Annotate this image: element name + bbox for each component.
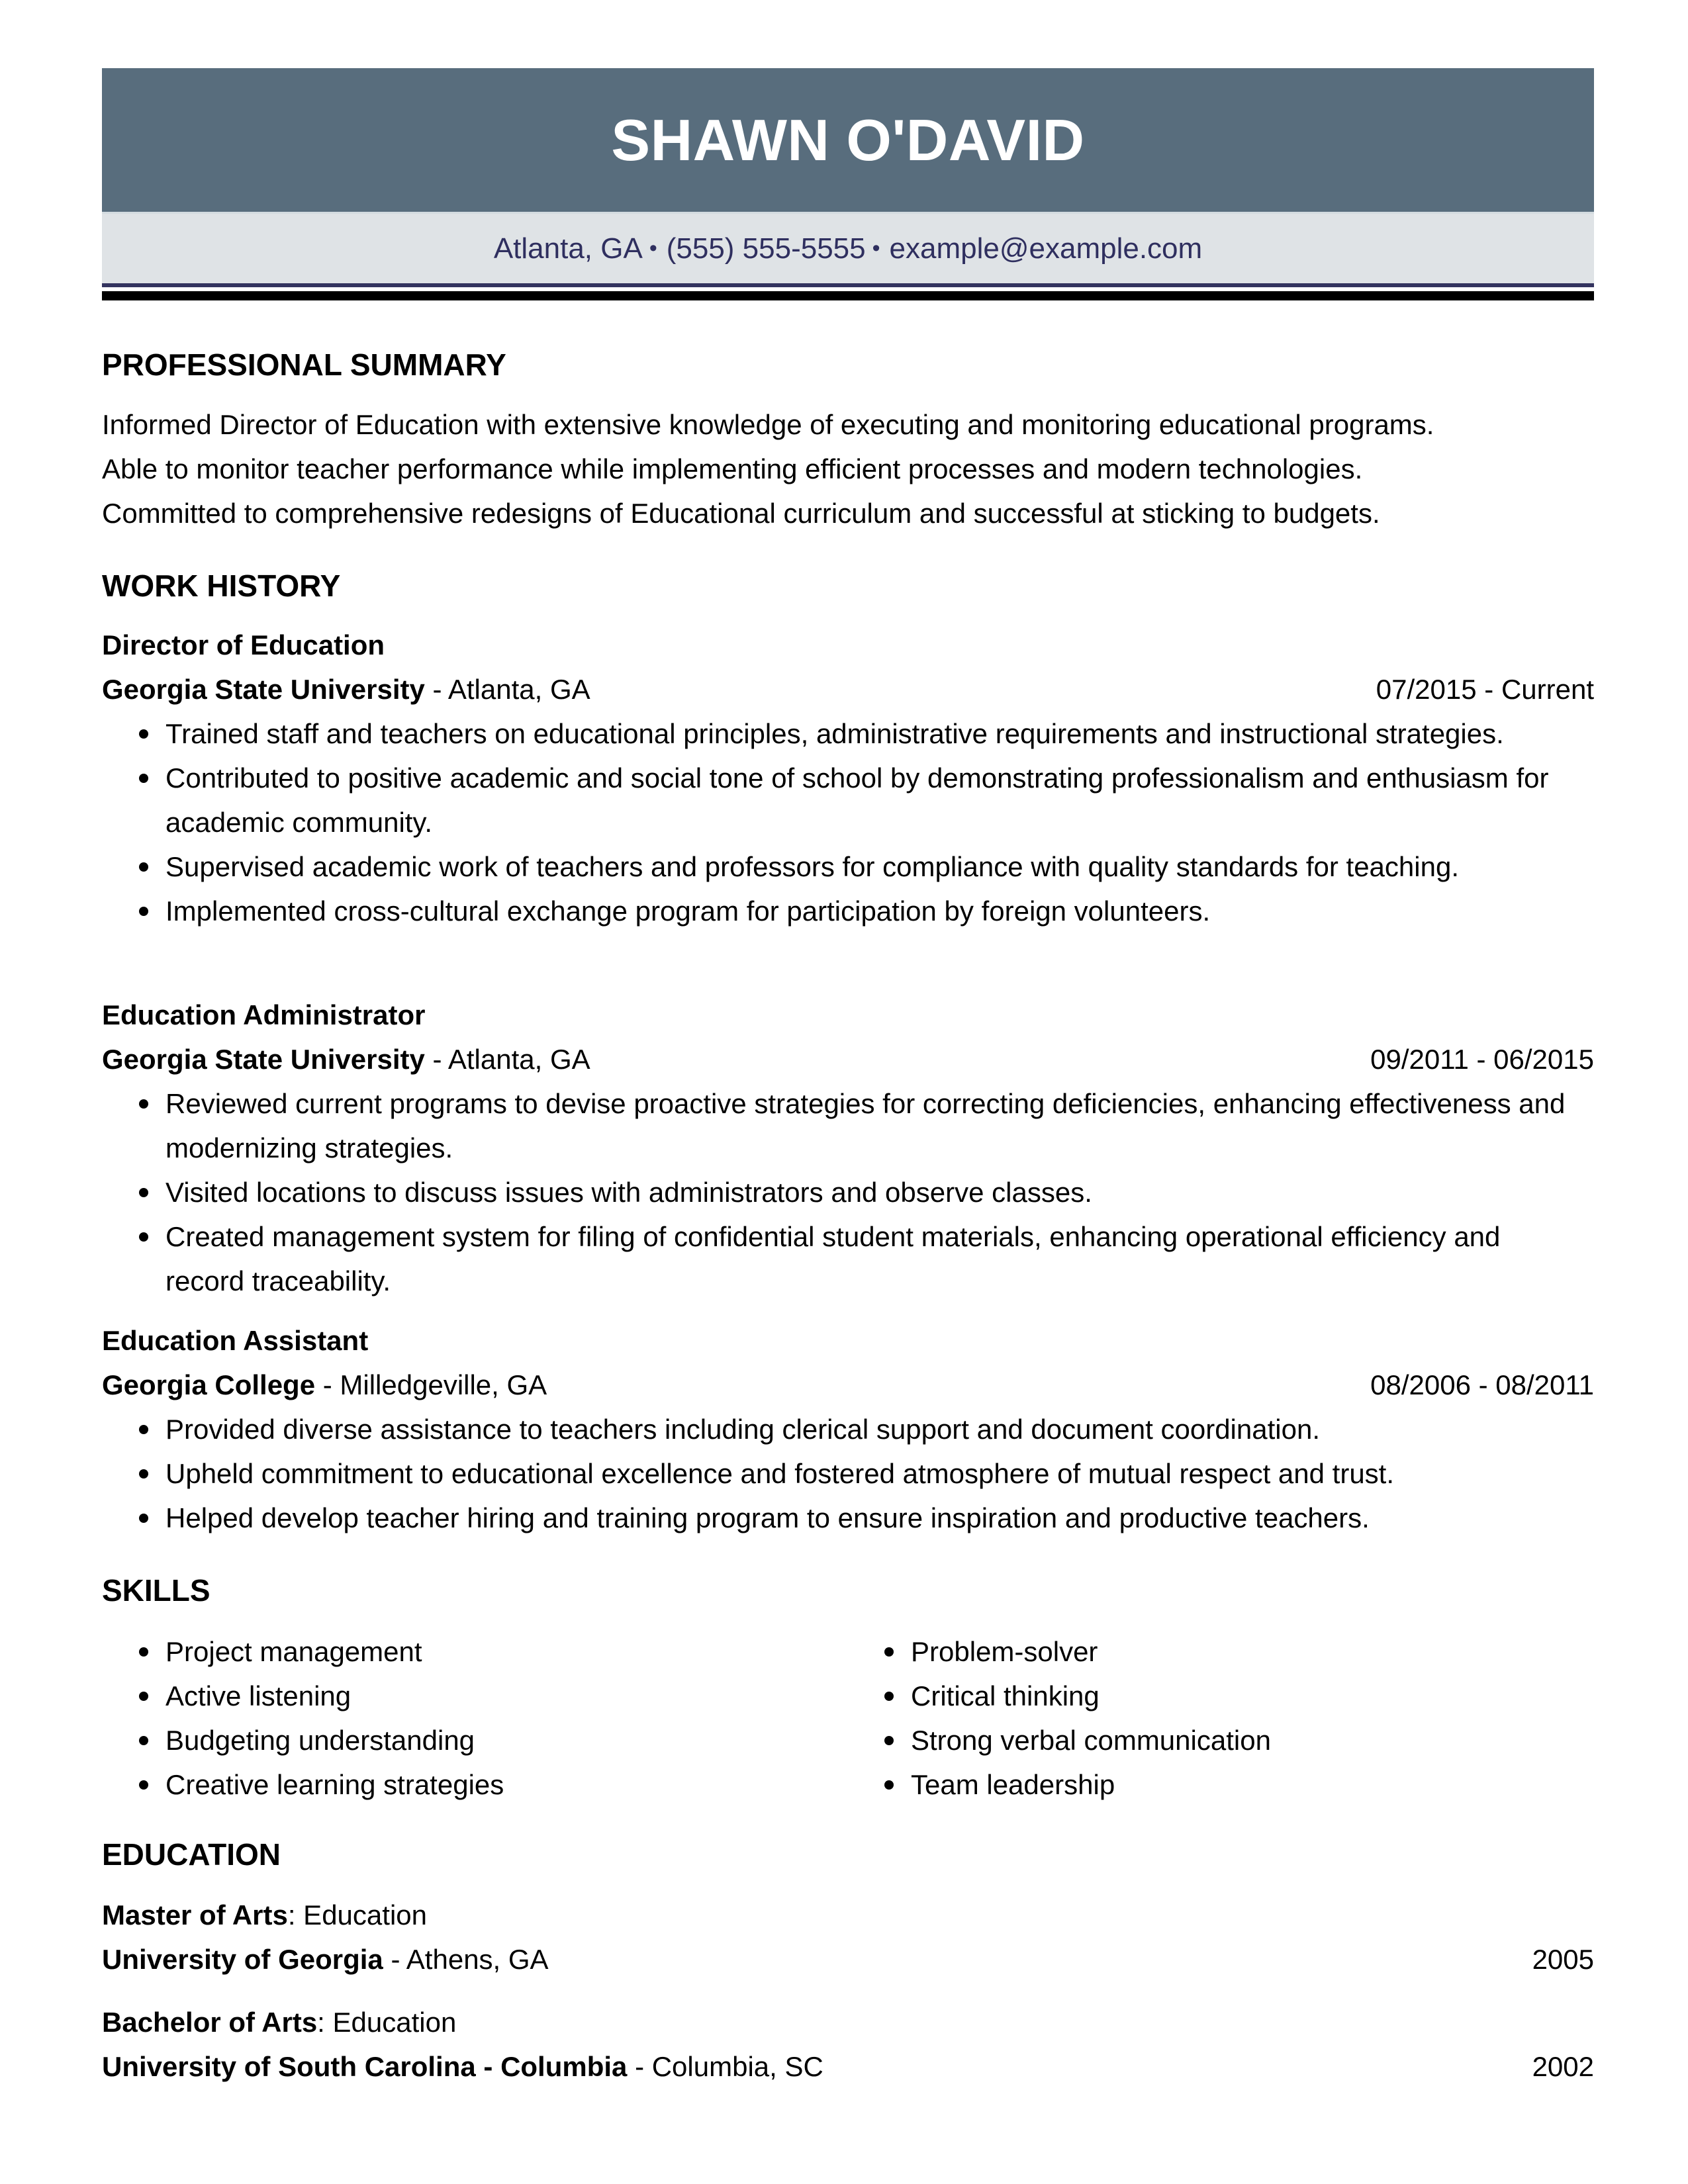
- job-bullet: [102, 1496, 1594, 1540]
- contact-info: [494, 232, 1202, 265]
- job-entry: [102, 993, 1594, 1303]
- skills-list: [102, 1629, 1594, 1807]
- job-bullet-text: Upheld commitment to educational excellence and fostered atmosphere of mutual respect and trust.: [165, 1458, 1395, 1489]
- skill-item: [102, 1718, 847, 1762]
- education-entry: [102, 1893, 1594, 1981]
- candidate-name: SHAWN O'DAVID: [611, 107, 1085, 173]
- school-location: - Athens, GA: [383, 1944, 549, 1975]
- bullet-icon: [139, 729, 148, 739]
- bullet-icon: [139, 1099, 148, 1109]
- skill-item: [102, 1674, 847, 1718]
- job-bullet: [102, 1081, 1594, 1170]
- skill-text: Team leadership: [911, 1769, 1115, 1800]
- bullet-icon: [139, 907, 148, 916]
- job-bullet: [102, 844, 1594, 889]
- bullet-separator-icon: •: [872, 236, 880, 261]
- job-bullet: [102, 1214, 1594, 1303]
- job-bullet-text: Trained staff and teachers on educational principles, administrative requirements and instructional strategies.: [165, 718, 1504, 749]
- bullet-icon: [139, 862, 148, 872]
- degree-field: : Education: [317, 2007, 457, 2038]
- job-bullet-text: Implemented cross-cultural exchange program for participation by foreign volunteers.: [165, 895, 1211, 927]
- job-dates: 07/2015 - Current: [1376, 674, 1594, 705]
- education-degree: [102, 1893, 1594, 1937]
- contact-location: Atlanta, GA: [493, 232, 643, 265]
- contact-email[interactable]: example@example.com: [889, 232, 1203, 265]
- section-title-work-history: WORK HISTORY: [102, 569, 341, 603]
- skill-item: [847, 1629, 1594, 1674]
- skill-item: [102, 1762, 847, 1807]
- job-bullets: [102, 1407, 1594, 1540]
- skills-column-right: [847, 1629, 1594, 1807]
- bullet-icon: [884, 1692, 894, 1701]
- bullet-icon: [139, 1232, 148, 1242]
- bullet-icon: [884, 1780, 894, 1790]
- job-bullets: [102, 1081, 1594, 1303]
- degree-field: : Education: [287, 1899, 427, 1931]
- skill-text: Creative learning strategies: [165, 1769, 504, 1800]
- job-bullet-text: Visited locations to discuss issues with administrators and observe classes.: [165, 1177, 1092, 1208]
- job-bullet-text: Helped develop teacher hiring and training program to ensure inspiration and productive teachers.: [165, 1502, 1370, 1533]
- job-dates: 08/2006 - 08/2011: [1370, 1369, 1594, 1400]
- skill-item: [847, 1674, 1594, 1718]
- skill-text: Strong verbal communication: [911, 1725, 1271, 1756]
- job-bullets: [102, 711, 1594, 933]
- summary-line: Able to monitor teacher performance while implementing efficient processes and modern technologies.: [102, 453, 1363, 484]
- education-school-line: [102, 2044, 1594, 2089]
- graduation-year: 2005: [1532, 1944, 1594, 1975]
- education-entry: [102, 2000, 1594, 2089]
- summary-line: Informed Director of Education with extensive knowledge of executing and monitoring educational programs.: [102, 409, 1434, 440]
- skill-text: Budgeting understanding: [165, 1725, 475, 1756]
- job-bullet: [102, 1170, 1594, 1214]
- bullet-icon: [884, 1736, 894, 1745]
- bullet-icon: [139, 1736, 148, 1745]
- job-org: Georgia State University: [102, 1044, 425, 1075]
- header-rule-black: [102, 291, 1594, 300]
- education-degree: [102, 2000, 1594, 2044]
- education-school-line: [102, 1937, 1594, 1981]
- degree-name: Bachelor of Arts: [102, 2007, 318, 2038]
- job-org-line: [102, 1037, 1594, 1081]
- section-title-education: EDUCATION: [102, 1837, 281, 1872]
- skill-item: [847, 1718, 1594, 1762]
- degree-name: Master of Arts: [102, 1899, 288, 1931]
- job-location: - Atlanta, GA: [424, 674, 590, 705]
- job-bullet-text: Reviewed current programs to devise proactive strategies for correcting deficiencies, enhancing effectiveness and modernizing strategies.: [165, 1088, 1566, 1163]
- skill-text: Problem-solver: [911, 1636, 1098, 1667]
- graduation-year: 2002: [1532, 2051, 1594, 2082]
- summary-text: [102, 402, 1594, 535]
- bullet-icon: [139, 1514, 148, 1523]
- skill-item: [102, 1629, 847, 1674]
- job-bullet: [102, 889, 1594, 933]
- job-bullet: [102, 1407, 1594, 1451]
- job-title: Education Administrator: [102, 999, 426, 1030]
- job-bullet-text: Provided diverse assistance to teachers including clerical support and document coordination.: [165, 1414, 1320, 1445]
- section-title-skills: SKILLS: [102, 1573, 211, 1608]
- job-location: - Atlanta, GA: [424, 1044, 590, 1075]
- job-bullet: [102, 1451, 1594, 1496]
- bullet-icon: [139, 1692, 148, 1701]
- bullet-separator-icon: •: [649, 236, 657, 261]
- job-org-line: [102, 667, 1594, 711]
- job-title: Director of Education: [102, 629, 385, 660]
- job-entry: [102, 1318, 1594, 1540]
- skill-text: Critical thinking: [911, 1680, 1100, 1711]
- contact-banner: [102, 212, 1594, 283]
- skills-column-left: [102, 1629, 847, 1807]
- job-title: Education Assistant: [102, 1325, 369, 1356]
- bullet-icon: [139, 1469, 148, 1479]
- bullet-icon: [139, 1780, 148, 1790]
- job-org: Georgia College: [102, 1369, 316, 1400]
- job-org-line: [102, 1363, 1594, 1407]
- bullet-icon: [884, 1647, 894, 1657]
- skill-item: [847, 1762, 1594, 1807]
- job-bullet-text: Contributed to positive academic and social tone of school by demonstrating professionalism and enthusiasm for academic community.: [165, 762, 1549, 838]
- skill-text: Active listening: [165, 1680, 352, 1711]
- summary-line: Committed to comprehensive redesigns of Educational curriculum and successful at sticking to budgets.: [102, 498, 1380, 529]
- bullet-icon: [139, 1425, 148, 1434]
- job-location: - Milledgeville, GA: [315, 1369, 547, 1400]
- skill-text: Project management: [165, 1636, 422, 1667]
- job-entry: [102, 623, 1594, 933]
- job-dates: 09/2011 - 06/2015: [1370, 1044, 1594, 1075]
- bullet-icon: [139, 774, 148, 783]
- resume-page: [102, 68, 1594, 2082]
- job-bullet: [102, 756, 1594, 844]
- school-name: University of Georgia: [102, 1944, 383, 1975]
- bullet-icon: [139, 1188, 148, 1197]
- school-name: University of South Carolina - Columbia: [102, 2051, 628, 2082]
- job-bullet: [102, 711, 1594, 756]
- section-title-summary: PROFESSIONAL SUMMARY: [102, 347, 506, 382]
- job-org: Georgia State University: [102, 674, 425, 705]
- job-bullet-text: Supervised academic work of teachers and professors for compliance with quality standards for teaching.: [165, 851, 1459, 882]
- contact-phone: (555) 555-5555: [666, 232, 866, 265]
- name-banner: [102, 68, 1594, 212]
- school-location: - Columbia, SC: [627, 2051, 823, 2082]
- job-bullet-text: Created management system for filing of confidential student materials, enhancing operational efficiency and record traceability.: [165, 1221, 1501, 1297]
- bullet-icon: [139, 1647, 148, 1657]
